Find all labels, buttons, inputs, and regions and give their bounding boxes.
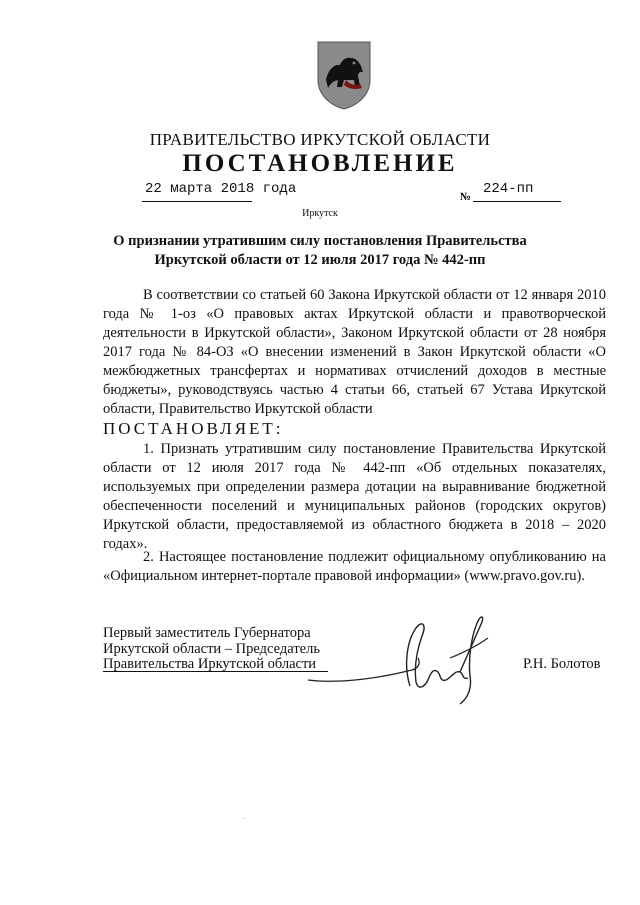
signer-position-line-3: Правительства Иркутской области bbox=[103, 656, 317, 672]
document-type: ПОСТАНОВЛЕНИЕ bbox=[182, 150, 458, 177]
decree-item-2: 2. Настоящее постановление подлежит официальному опубликованию на «Официальном интернет-портале правовой информации» (www.pravo.gov.ru). bbox=[103, 549, 606, 584]
scan-speck bbox=[244, 818, 245, 819]
decree-word: ПОСТАНОВЛЯЕТ: bbox=[103, 419, 284, 438]
city: Иркутск bbox=[302, 208, 338, 219]
document-heading: О признании утратившим силу постановления Правительства Иркутской области от 12 июля 2017 года № 442-пп bbox=[113, 233, 527, 268]
decree-item-1: 1. Признать утратившим силу постановление Правительства Иркутской области от 12 июля 2017 года № 442-пп «Об отдельных показателях, используемых при определении размера дотации на выравнивание бюджетной обеспеченности поселений и муниципальных районов (городских округов) Иркутской области, предоставляемой из областного бюджета в 2018 – 2020 годах». bbox=[103, 441, 606, 552]
government-name: ПРАВИТЕЛЬСТВО ИРКУТСКОЙ ОБЛАСТИ bbox=[149, 130, 491, 149]
document-date: 22 марта 2018 года bbox=[145, 181, 297, 197]
document-number: 224-пп bbox=[483, 181, 534, 197]
signer-underline bbox=[103, 671, 328, 672]
date-underline bbox=[142, 201, 252, 202]
signer-position-line-1: Первый заместитель Губернатора bbox=[103, 625, 311, 641]
number-sign: № bbox=[460, 191, 472, 203]
signer-position bbox=[103, 626, 320, 673]
number-underline bbox=[473, 201, 561, 202]
signer-name: Р.Н. Болотов bbox=[523, 656, 601, 672]
handwritten-signature bbox=[300, 608, 500, 708]
irkutsk-coat-of-arms-icon bbox=[316, 40, 372, 110]
signer-position-line-2: Иркутской области – Председатель bbox=[103, 640, 320, 657]
preamble-paragraph: В соответствии со статьей 60 Закона Иркутской области от 12 января 2010 года № 1-оз «О правовых актах Иркутской области и правотворческой деятельности в Иркутской области», Законом Иркутской области от 28 ноября 2017 года № 84-ОЗ «О внесении изменений в Закон Иркутской области «О межбюджетных трансфертах и нормативах отчислений доходов в местные бюджеты», руководствуясь частью 4 статьи 66, статьей 67 Устава Иркутской области, Правительство Иркутской области bbox=[103, 287, 606, 417]
